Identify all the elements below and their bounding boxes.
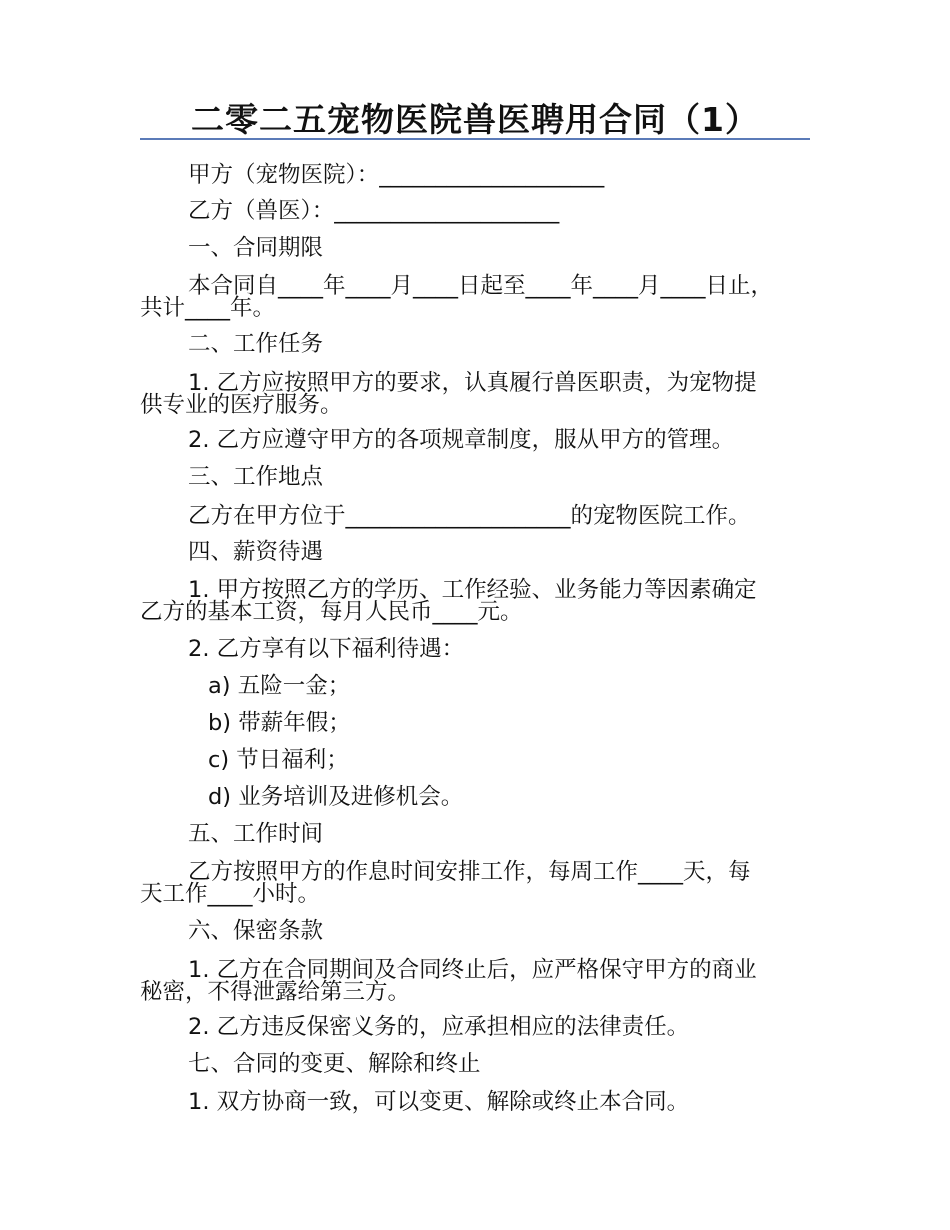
paragraph-line: 2. 乙方应遵守甲方的各项规章制度，服从甲方的管理。 [188, 427, 735, 453]
list-item: d) 业务培训及进修机会。 [208, 784, 464, 810]
document-title: 二零二五宠物医院兽医聘用合同（1） [191, 100, 759, 139]
paragraph-line: 1. 双方协商一致，可以变更、解除或终止本合同。 [188, 1089, 690, 1115]
paragraph-line: 乙方按照甲方的作息时间安排工作，每周工作____天，每 [188, 859, 751, 885]
paragraph-line: 1. 乙方在合同期间及合同终止后，应严格保守甲方的商业 [188, 957, 757, 983]
list-item: b) 带薪年假； [208, 710, 351, 736]
paragraph-line: 乙方在甲方位于____________________的宠物医院工作。 [188, 503, 751, 529]
section-heading-term: 一、合同期限 [188, 235, 324, 261]
section-heading-salary: 四、薪资待遇 [188, 539, 324, 565]
paragraph-line: 2. 乙方享有以下福利待遇： [188, 636, 465, 662]
party-b-line: 乙方（兽医）：____________________ [188, 198, 560, 224]
section-heading-confidentiality: 六、保密条款 [188, 918, 324, 944]
paragraph-line: 天工作____小时。 [140, 881, 321, 907]
party-a-line: 甲方（宠物医院）：____________________ [188, 162, 605, 188]
paragraph-line: 乙方的基本工资，每月人民币____元。 [140, 599, 523, 625]
section-heading-hours: 五、工作时间 [188, 821, 324, 847]
paragraph-line: 本合同自____年____月____日起至____年____月____日止， [188, 273, 774, 299]
paragraph-line: 1. 甲方按照乙方的学历、工作经验、业务能力等因素确定 [188, 577, 757, 603]
section-heading-location: 三、工作地点 [188, 464, 324, 490]
paragraph-line: 供专业的医疗服务。 [140, 392, 343, 418]
list-item: a) 五险一金； [208, 673, 351, 699]
section-heading-duties: 二、工作任务 [188, 331, 324, 357]
paragraph-line: 共计____年。 [140, 295, 276, 321]
paragraph-line: 1. 乙方应按照甲方的要求，认真履行兽医职责，为宠物提 [188, 370, 757, 396]
paragraph-line: 2. 乙方违反保密义务的，应承担相应的法律责任。 [188, 1014, 690, 1040]
title-underline [140, 138, 810, 140]
list-item: c) 节日福利； [208, 747, 349, 773]
section-heading-changes: 七、合同的变更、解除和终止 [188, 1051, 481, 1077]
paragraph-line: 秘密，不得泄露给第三方。 [140, 979, 411, 1005]
